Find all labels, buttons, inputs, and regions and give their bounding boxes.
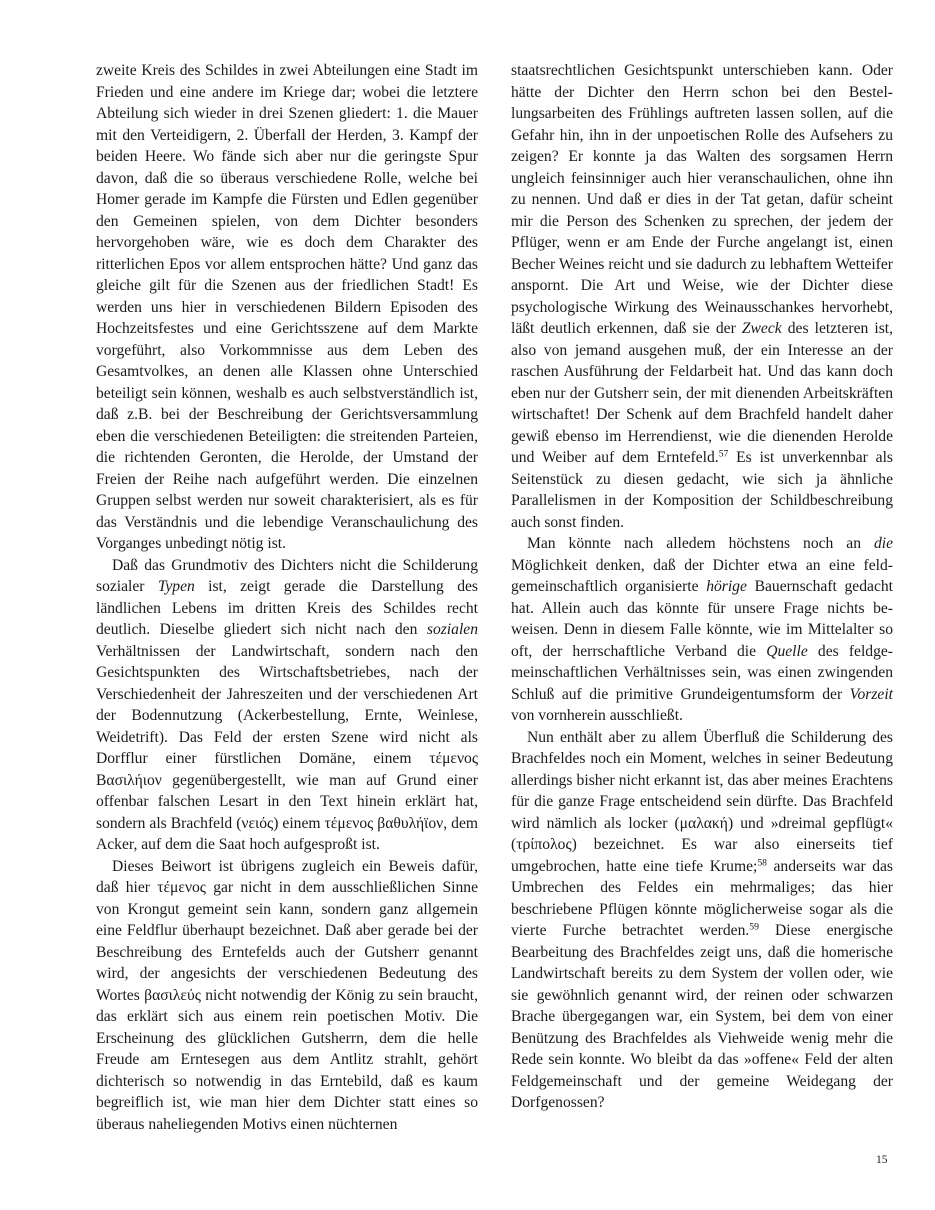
right-p1-italic-zweck: Zweck <box>741 320 782 337</box>
right-paragraph-1 <box>511 60 893 533</box>
footnote-ref-57[interactable]: 57 <box>718 448 729 460</box>
page-number: 15 <box>876 1154 888 1166</box>
left-p2-italic-sozialen: sozialen <box>426 621 478 638</box>
left-p2-italic-typen: Typen <box>157 578 195 595</box>
left-p2-text-c: ist, zeigt gerade die Darstellung des ländlichen Lebens im dritten Kreis des Schildes recht deutlich. Dieselbe gliedert sich nicht nach den <box>96 578 478 638</box>
left-p3-text: Dieses Beiwort ist übrigens zugleich ein Beweis dafür, daß hier τέμενος gar nicht in dem ausschließlichen Sinne von Krongut gemeint sein kann, sondern ganz allgemein eine Feldflur überhaupt bezeichnet. Daß aber gerade bei der Beschreibung des Erntefelds auch der Gutsherr genannt wird, der angesichts der verschiedenen Bedeutung des Wortes βασιλεύς nicht notwendig der König zu sein braucht, das erklärt sich aus einem rein poetischen Motiv. Die Erscheinung des glücklichen Gutsherrn, dem die helle Freude am Erntesegen aus dem Antlitz strahlt, gehört dichterisch so notwendig in das Erntebild, daß es kaum begreiflich ist, wie man hier dem Dichter statt eines so überaus naheliegenden Motivs einen nüchternen <box>96 857 478 1133</box>
right-paragraph-3 <box>511 727 893 1114</box>
right-p3-text-a: Nun enthält aber zu allem Überfluß die Schilderung des Brachfeldes noch ein Moment, welches in seiner Bedeutung allerdings bisher nicht erkannt ist, das aber meines Erachtens für die ganze Frage entscheidend sein dürfte. Das Brachfeld wird nämlich als locker (μαλακή) und »dreimal gepflügt« (τρίπολος) bezeichnet. Es war also einerseits tief umgebrochen, hatte eine tiefe Krume; <box>511 728 893 875</box>
right-p2-text-i: von vornherein ausschließt. <box>511 707 683 724</box>
left-p2-text-e: Verhältnissen der Landwirtschaft, sondern nach den Gesichtspunkten des Wirtschaftsbetriebes, nach der Verschiedenheit der Jahreszeiten und der verschiedenen Art der Bodennutzung (Ackerbestellung, Ernte, Weinlese, Weidetrift). Das Feld der ersten Szene wird nicht als Dorfflur einer fürstlichen Domäne, einem τέμενος Βασιλήιον gegenübergestellt, wie man auf Grund einer offenbar falschen Lesart in den Text hinein erklärt hat, sondern als Brachfeld (νειός) einem τέμενος βαθυλήϊον, dem Acker, auf dem die Saat hoch aufgesproßt ist. <box>96 642 478 853</box>
right-p2-italic-vorzeit: Vorzeit <box>849 685 893 703</box>
right-p2-text-e: Bauernschaft gedacht hat. Allein auch das könnte für unsere Frage nichts beweisen. Denn in diesem Falle könnte, wie im Mittelalter so oft, der herrschaftliche Verband die <box>511 578 893 660</box>
right-p1-text-d: Es ist unverkennbar als Seitenstück zu diesen gedacht, wie sich ja ähnliche Parallelismen in der Komposition der Schildbeschreibung auch sonst finden. <box>511 449 893 531</box>
footnote-ref-58[interactable]: 58 <box>757 857 767 869</box>
right-p2-text-c: Möglichkeit denken, daß der Dichter etwa an eine feldgemeinschaftlich organisierte <box>511 556 893 595</box>
right-p3-text-c: Diese energische Bearbeitung des Brachfeldes zeigt uns, daß die homerische Landwirtschaft bereits zu dem System der vollen oder, wie sie gewöhnlich genannt wird, der reinen oder schwarzen Brache übergegangen war, ein System, bei dem von einer Benützung des Brachfeldes als Viehweide wenig mehr die Rede sein konnte. Wo bleibt da das »offene« Feld der alten Feldgemeinschaft und der gemeine Weidegang der Dorfgenossen? <box>511 922 893 1111</box>
left-p2-text-a: Daß das Grundmotiv des Dichters nicht die Schilderung sozialer <box>96 556 478 595</box>
footnote-ref-59[interactable]: 59 <box>749 921 759 933</box>
left-paragraph-1 <box>96 60 478 555</box>
left-p1-text: zweite Kreis des Schildes in zwei Abteilungen eine Stadt im Frieden und eine andere im Kriege dar; wobei die letztere Abteilung sich wieder in drei Szenen gliedert: 1. die Mauer mit den Verteidigern, 2. Überfall der Herden, 3. Kampf der beiden Heere. Wo fände sich aber nur die geringste Spur davon, daß die so überaus verschiedene Rolle, welche bei Homer gerade im Kampfe die Fürsten und Edlen gegenüber den Gemeinen spielen, von dem Dichter besonders hervorgehoben wäre, wie es doch dem Charakter des ritterlichen Epos vor allem entsprochen hätte? Und ganz das gleiche gilt für die Szenen aus der friedlichen Stadt! Es werden uns hier in verschiedenen Bildern Episoden des Hochzeitsfestes und eine Gerichtsszene auf dem Markte vorgeführt, also Vorkommnisse aus dem Leben des Gesamtvolkes, an denen alle Klassen ohne Unterschied beteiligt sein können, weshalb es auch selbstverständlich ist, daß z.B. bei der Beschreibung der Gerichtsversammlung eben die verschiedenen Beteiligten: die streitenden Parteien, die richtenden Geronten, die Herolde, der Umstand der Freien der Reihe nach aufgeführt werden. Die einzelnen Gruppen selbst werden nur soweit charakterisiert, als es für das Verständnis und die lebendige Veranschaulichung des Vorganges unbedingt nötig ist. <box>96 62 478 552</box>
left-paragraph-3 <box>96 856 478 1136</box>
right-p2-text-a: Man könnte nach alledem höchstens noch an <box>527 535 874 552</box>
right-p2-italic-die: die <box>873 535 893 552</box>
right-p1-text-a: staatsrechtlichen Gesichtspunkt unterschieben kann. Oder hätte der Dichter den Herrn schon bei den Bestellungsarbeiten des Frühlings auftreten lassen sollen, auf die Gefahr hin, ihn in der unpoetischen Rolle des Aufsehers zu zeigen? Er konnte ja das Walten des sorgsamen Herrn ungleich feinsinniger auch hier veranschaulichen, ohne ihn zu nennen. Und daß er dies in der Tat getan, dafür scheint mir die Person des Schenken zu sprechen, der jedem der Pflüger, wenn er am Ende der Furche angelangt ist, einen Becher Weines reicht und sie dadurch zu lebhaftem Wetteifer anspornt. Die Art und Weise, wie der Dichter diese psychologische Wirkung des Weinausschankes hervorhebt, läßt deutlich erkennen, daß sie der <box>511 62 893 337</box>
right-p2-italic-hoerige: hörige <box>706 578 747 595</box>
right-p3-text-b: anderseits war das Umbrechen des Feldes ein mehrmaliges; das hier beschriebene Pflügen könnte möglicherweise sogar als die vierte Furche betrachtet werden. <box>511 857 893 939</box>
right-column <box>511 60 893 1114</box>
right-p2-text-g: des feldgemeinschaftlichen Verhältnisses sein, was einen zwingenden Schluß auf die primitive Grundeigentumsform der <box>511 642 893 703</box>
left-column <box>96 60 478 1135</box>
right-p1-text-c: des letzteren ist, also von jemand ausgehen muß, der ein Interesse an der raschen Ausführung der Feldarbeit hat. Und das kann doch eben nur der Gutsherr sein, der mit dienenden Arbeitskräften wirtschaftet! Der Schenk auf dem Brachfeld handelt daher gewiß ebenso im Herrendienst, wie die dienenden Herolde und Weiber auf dem Erntefeld. <box>511 320 893 466</box>
right-p2-italic-quelle: Quelle <box>766 642 808 660</box>
right-paragraph-2 <box>511 533 893 727</box>
left-paragraph-2 <box>96 555 478 856</box>
